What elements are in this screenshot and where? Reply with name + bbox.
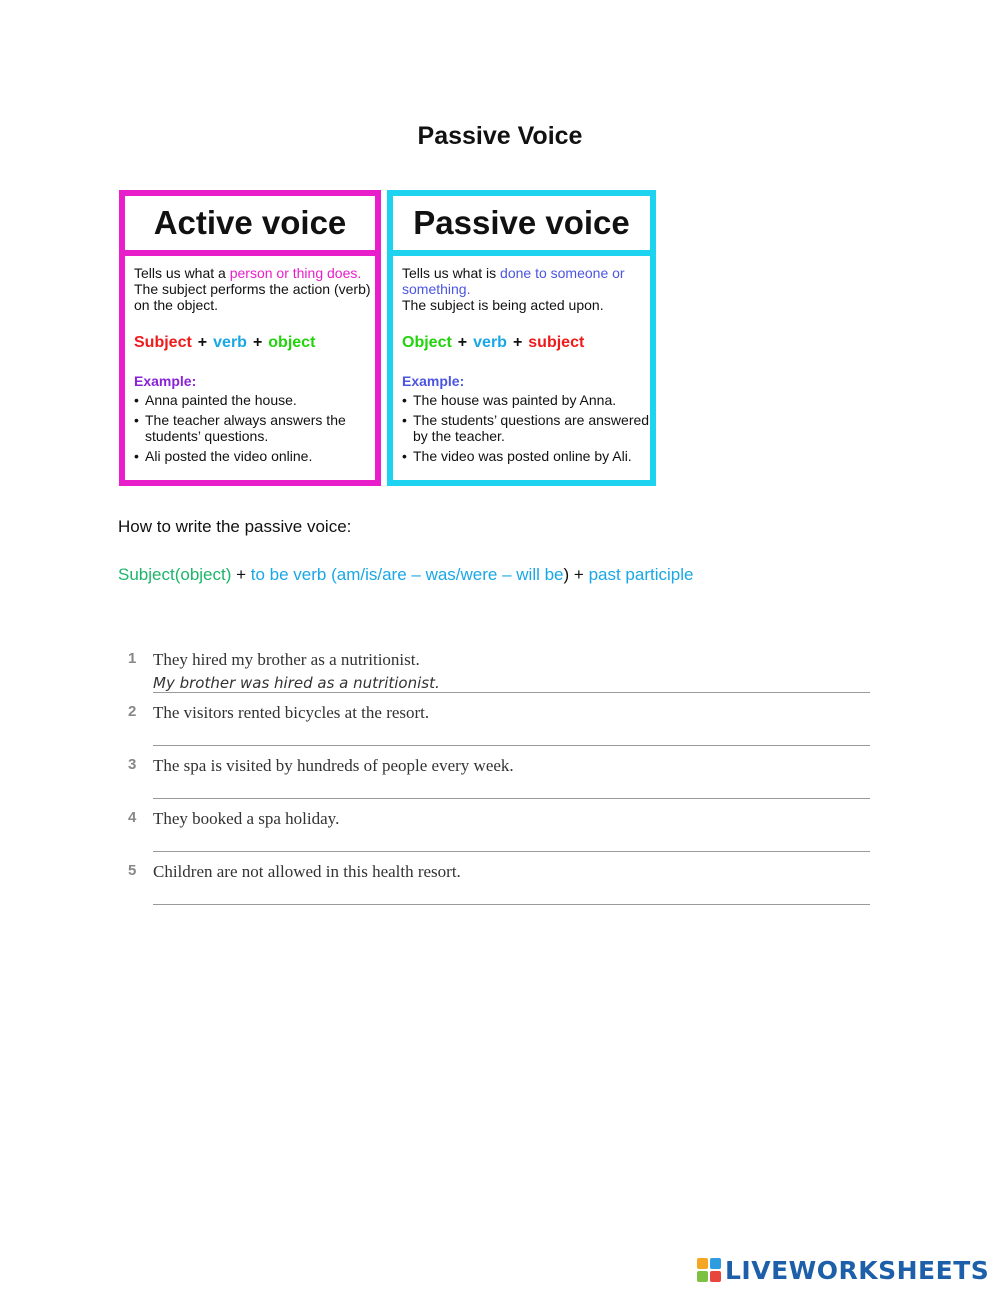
logo-text: LIVEWORKSHEETS bbox=[725, 1255, 990, 1285]
page-title: Passive Voice bbox=[417, 122, 583, 150]
logo-mark-icon bbox=[697, 1258, 721, 1282]
list-item: • Ali posted the video online. bbox=[134, 448, 375, 464]
exercise-number: 2 bbox=[128, 703, 137, 720]
howto-heading: How to write the passive voice: bbox=[118, 517, 352, 536]
passive-example-label: Example: bbox=[402, 373, 465, 389]
answer-line bbox=[153, 745, 870, 746]
passive-voice-body bbox=[393, 256, 650, 464]
answer-field[interactable]: My brother was hired as a nutritionist. bbox=[153, 674, 440, 692]
list-item: • The students’ questions are answered by the teacher. bbox=[402, 412, 650, 444]
passive-example-list bbox=[402, 392, 650, 464]
active-voice-heading: Active voice bbox=[125, 196, 375, 256]
exercise-sentence: They booked a spa holiday. bbox=[153, 809, 340, 828]
answer-line bbox=[153, 851, 870, 852]
list-item: • Anna painted the house. bbox=[134, 392, 375, 408]
exercise-sentence: The spa is visited by hundreds of people every week. bbox=[153, 756, 514, 775]
answer-line bbox=[153, 798, 870, 799]
passive-voice-box bbox=[387, 190, 656, 486]
active-voice-description: Tells us what a person or thing does. The subject performs the action (verb) on the object. bbox=[134, 265, 371, 313]
passive-voice-description: Tells us what is done to someone or something. The subject is being acted upon. bbox=[402, 265, 625, 313]
active-voice-formula: Subject + verb + object bbox=[134, 334, 316, 351]
passive-voice-heading: Passive voice bbox=[393, 196, 650, 256]
passive-voice-formula: Object + verb + subject bbox=[402, 334, 585, 351]
answer-line bbox=[153, 904, 870, 905]
active-voice-box bbox=[119, 190, 381, 486]
passive-voice-highlight: done to someone or something. bbox=[402, 265, 625, 297]
answer-line bbox=[153, 692, 870, 693]
list-item: • The teacher always answers the students’ questions. bbox=[134, 412, 375, 444]
exercise-sentence: They hired my brother as a nutritionist. bbox=[153, 650, 420, 669]
list-item: • The house was painted by Anna. bbox=[402, 392, 650, 408]
exercise-number: 5 bbox=[128, 862, 137, 879]
exercise-number: 4 bbox=[128, 809, 137, 826]
active-example-list bbox=[134, 392, 375, 464]
list-item: • The video was posted online by Ali. bbox=[402, 448, 650, 464]
active-voice-body bbox=[125, 256, 375, 464]
exercise-sentence: Children are not allowed in this health resort. bbox=[153, 862, 461, 881]
exercise-number: 1 bbox=[128, 650, 137, 667]
active-example-label: Example: bbox=[134, 373, 197, 389]
liveworksheets-logo bbox=[697, 1256, 989, 1284]
active-voice-highlight: person or thing does. bbox=[229, 265, 362, 281]
exercise-sentence: The visitors rented bicycles at the resort. bbox=[153, 703, 430, 722]
passive-rule: Subject(object) + to be verb (am/is/are – was/were – will be) + past participle bbox=[118, 565, 694, 584]
exercise-number: 3 bbox=[128, 756, 137, 773]
